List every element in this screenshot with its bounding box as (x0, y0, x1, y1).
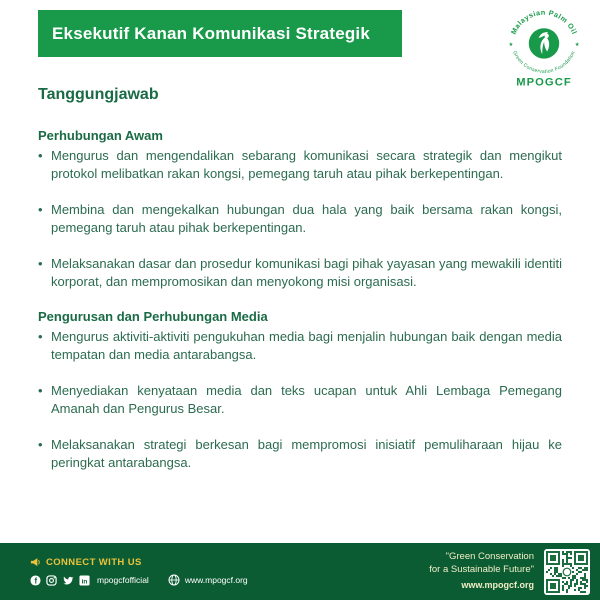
list-item-text: Membina dan mengekalkan hubungan dua hala yang baik bersama rakan kongsi, pemegang taruh atau pihak berkepentingan. (51, 202, 562, 235)
list-item-text: Menyediakan kenyataan media dan teks ucapan untuk Ahli Lembaga Pemegang Amanah dan Pengurus Besar. (51, 383, 562, 416)
bullet-icon: • (38, 202, 43, 217)
logo-acronym: MPOGCF (516, 76, 572, 89)
bullet-icon: • (38, 329, 43, 344)
list-item (38, 255, 562, 290)
mpogcf-logo (499, 4, 589, 90)
facebook-icon (30, 575, 41, 586)
logo-arc-top-text: Malaysian Palm Oil (509, 8, 579, 36)
list-item-text: Mengurus aktiviti-aktiviti pengukuhan media bagi menjalin hubungan baik dengan media tempatan dan media antarabangsa. (51, 329, 562, 362)
list-item-text: Melaksanakan strategi berkesan bagi mempromosi inisiatif pemuliharaan hijau ke peringkat antarabangsa. (51, 437, 562, 470)
social-handle: mpogcfofficial (97, 575, 149, 585)
content (38, 86, 562, 490)
mpogcf-logo-emblem (499, 4, 589, 90)
footer-left (30, 557, 248, 586)
instagram-icon (46, 575, 57, 586)
website-link: www.mpogcf.org (184, 575, 248, 585)
website-right: www.mpogcf.org (461, 580, 534, 590)
section-pengurusan-media (38, 309, 562, 471)
bullet-list (38, 147, 562, 290)
logo-star-right-icon: ★ (574, 42, 580, 49)
section-heading: Pengurusan dan Perhubungan Media (38, 309, 268, 324)
globe-icon (168, 574, 180, 586)
logo-arc-bottom-text: Green Conservation Foundation (511, 50, 577, 75)
list-item (38, 382, 562, 417)
list-item (38, 201, 562, 236)
bullet-list (38, 328, 562, 471)
bullet-icon: • (38, 383, 43, 398)
tagline-line2: for a Sustainable Future" (429, 563, 534, 575)
footer-tagline (429, 551, 534, 591)
svg-text:in: in (81, 577, 88, 585)
header-bar (38, 10, 402, 57)
list-item-text: Melaksanakan dasar dan prosedur komunikasi bagi pihak yayasan yang mewakili identiti korporat, dan mempromosikan dan menyokong misi organisasi. (51, 256, 562, 289)
section-heading: Perhubungan Awam (38, 128, 163, 143)
list-item (38, 436, 562, 471)
bullet-icon: • (38, 437, 43, 452)
qr-code (544, 549, 590, 595)
bullet-icon: • (38, 256, 43, 271)
doc-title: Tanggungjawab (38, 86, 159, 103)
linkedin-icon (79, 575, 90, 586)
connect-label: CONNECT WITH US (46, 557, 142, 568)
twitter-icon (62, 575, 74, 586)
logo-star-left-icon: ★ (508, 42, 514, 49)
bullet-icon: • (38, 148, 43, 163)
list-item (38, 147, 562, 182)
list-item (38, 328, 562, 363)
megaphone-icon (30, 557, 41, 568)
svg-text:f: f (34, 576, 38, 586)
tagline-line1: "Green Conservation (445, 551, 534, 563)
connect-row (30, 557, 248, 568)
footer-bar (0, 543, 600, 600)
qr-code-image (546, 551, 588, 593)
section-perhubungan-awam (38, 128, 562, 290)
social-row (30, 574, 248, 586)
page-title: Eksekutif Kanan Komunikasi Strategik (52, 23, 371, 43)
list-item-text: Mengurus dan mengendalikan sebarang komunikasi secara strategik dan mengikut protokol melibatkan rakan kongsi, pemegang taruh atau pihak berkepentingan. (51, 148, 562, 181)
